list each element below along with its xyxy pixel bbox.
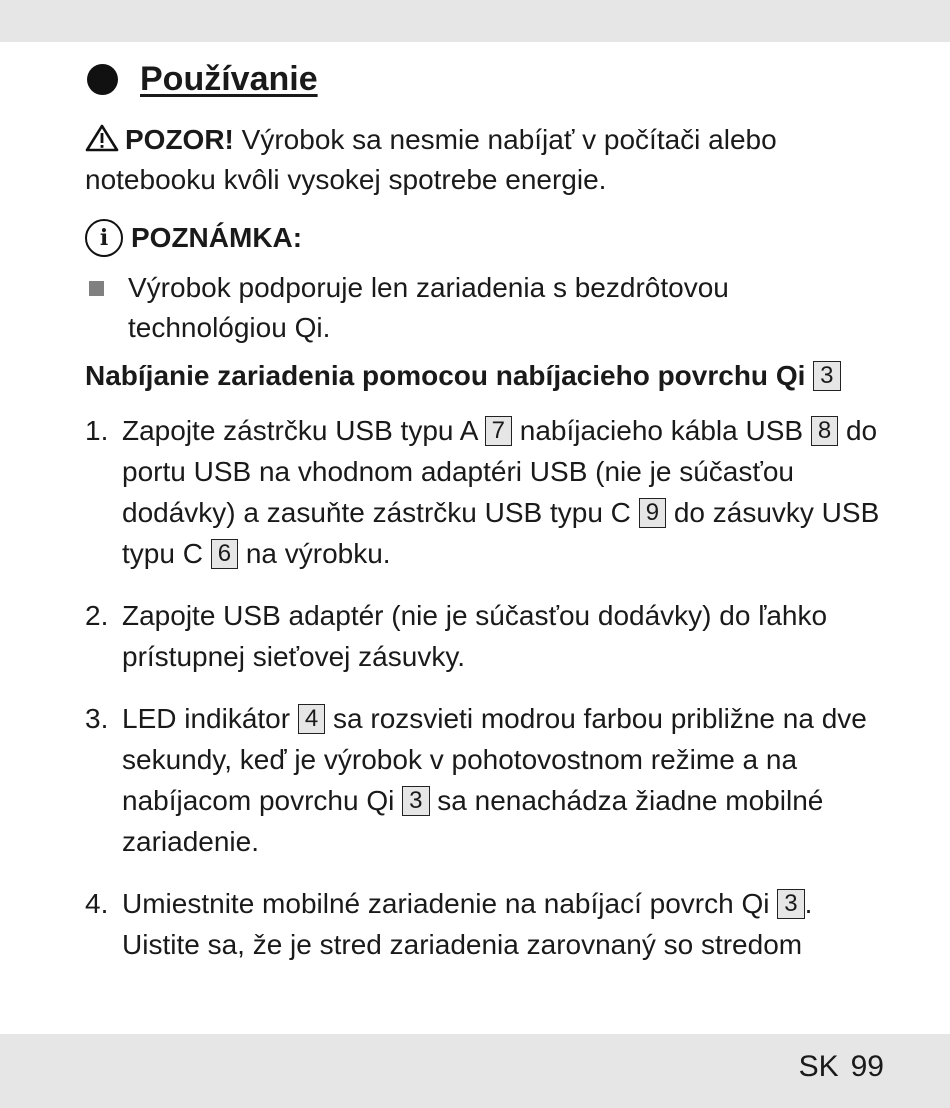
language-code: SK [798, 1050, 839, 1083]
step-number: 1. [85, 415, 109, 446]
warning-label: POZOR! [125, 124, 234, 155]
page-number [799, 1050, 884, 1084]
note-heading [85, 216, 885, 260]
ref-box: 9 [639, 498, 666, 528]
ref-box: 3 [402, 786, 429, 816]
step-text [122, 883, 885, 965]
step-number: 2. [85, 600, 109, 631]
note-label: POZNÁMKA: [131, 222, 303, 253]
subheading-text: Nabíjanie zariadenia pomocou nabíjacieho povrchu Qi [85, 360, 814, 391]
steps-list [85, 410, 885, 965]
step-number: 4. [85, 888, 109, 919]
step-text: Zapojte USB adaptér (nie je súčasťou dodávky) do ľahko prístupnej sieťovej zásuvky. [122, 600, 828, 672]
text-run: nabíjacieho kábla USB [511, 415, 811, 446]
text-run: sa rozsvieti modrou farbou približne na dve sekundy, keď je výrobok v pohotovostnom režime a na nabíjacom povrchu Qi [122, 703, 867, 816]
warning-triangle-icon [85, 124, 119, 152]
section-title: Používanie [140, 59, 318, 98]
text-run: na výrobku. [238, 538, 391, 569]
note-item-text: Výrobok podporuje len zariadenia s bezdrôtovou technológiou Qi. [128, 272, 729, 343]
top-band [0, 0, 950, 42]
ref-box: 8 [811, 416, 838, 446]
text-run: do portu USB na vhodnom adaptéri USB (nie je súčasťou dodávky) a zasuňte zástrčku USB typu C [122, 415, 878, 528]
subheading [85, 356, 885, 396]
text-run: Zapojte zástrčku USB typu A [122, 415, 485, 446]
text-run: do zásuvky USB typu C [122, 497, 880, 569]
ref-box: 3 [777, 889, 804, 919]
bullet-dot-icon [87, 64, 118, 95]
note-list-item [85, 268, 885, 348]
ref-box: 7 [485, 416, 512, 446]
step-text [122, 698, 885, 862]
section-heading [85, 56, 885, 102]
page-content [85, 56, 885, 986]
ref-box: 4 [298, 704, 325, 734]
text-run: sa nenachádza žiadne mobilné zariadenie. [122, 785, 824, 857]
step-item [85, 698, 885, 862]
step-item [85, 595, 885, 677]
step-item [85, 410, 885, 574]
step-item [85, 883, 885, 965]
ref-box: 6 [211, 539, 238, 569]
page-number-value: 99 [850, 1050, 884, 1083]
square-bullet-icon [89, 281, 104, 296]
step-text [122, 410, 885, 574]
ref-box: 3 [813, 361, 840, 391]
step-number: 3. [85, 703, 109, 734]
text-run: . Uistite sa, že je stred zariadenia zarovnaný so stredom [122, 888, 813, 960]
warning-paragraph [85, 120, 885, 200]
text-run: Umiestnite mobilné zariadenie na nabíjací povrch Qi [122, 888, 778, 919]
warning-text: Výrobok sa nesmie nabíjať v počítači alebo notebooku kvôli vysokej spotrebe energie. [85, 124, 777, 195]
text-run: LED indikátor [122, 703, 298, 734]
info-icon: i [85, 219, 123, 257]
